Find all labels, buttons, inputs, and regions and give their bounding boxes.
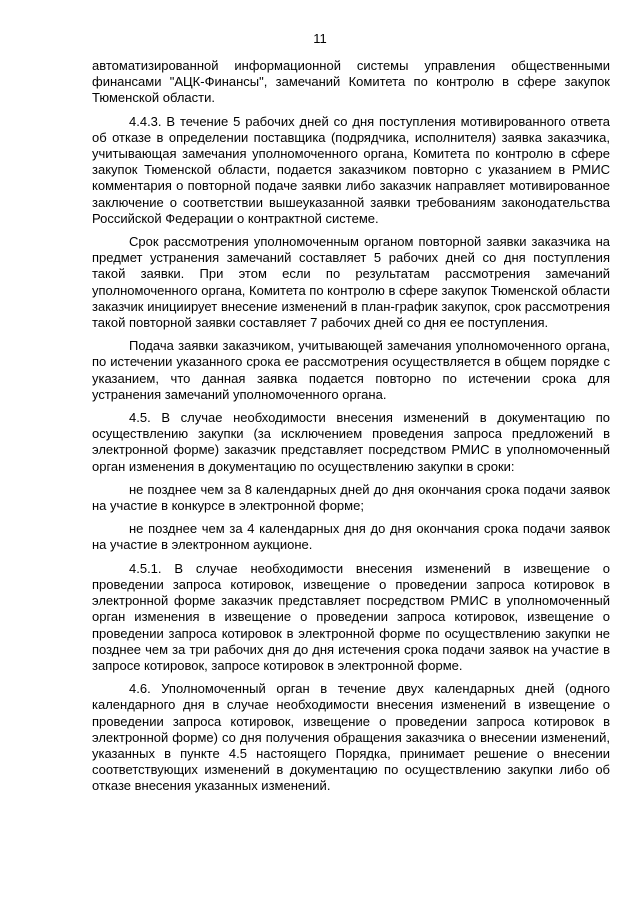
paragraph-4-4-3: 4.4.3. В течение 5 рабочих дней со дня поступления мотивированного ответа об отказе в определении поставщика (подрядчика, исполнителя) заявка заказчика, учитывающая замечания уполномоченного органа, Комитета по контролю в сфере закупок Тюменской области, подается заказчиком повторно с указанием в РМИС комментария о повторной подаче заявки либо заказчик направляет мотивированное заключение о соответствии вышеуказанной заявки требованиям законодательства Российской Федерации о контрактной системе. [92,113,610,226]
paragraph-continuation: автоматизированной информационной системы управления общественными финансами "АЦК-Финансы", замечаний Комитета по контролю в сфере закупок Тюменской области. [92,58,610,106]
paragraph-4-6: 4.6. Уполномоченный орган в течение двух календарных дней (одного календарного дня в случае необходимости внесения изменений в извещение о проведении запроса котировок, извещение о проведении запроса котировок в электронной форме) со дня получения обращения заказчика о внесении изменений, указанных в пункте 4.5 настоящего Порядка, принимает решение о внесении соответствующих изменений в документацию по осуществлению закупки либо об отказе внесения указанных изменений. [92,681,610,794]
paragraph-4-5: 4.5. В случае необходимости внесения изменений в документацию по осуществлению закупки (за исключением проведения запроса предложений в электронной форме) заказчик представляет посредством РМИС в уполномоченный орган изменения в документацию по осуществлению закупки в сроки: [92,410,610,474]
document-body [92,58,610,802]
paragraph-4-5-1: 4.5.1. В случае необходимости внесения изменений в извещение о проведении запроса котировок, извещение о проведении запроса котировок в электронной форме заказчик представляет посредством РМИС в уполномоченный орган изменения в извещение о проведении запроса котировок, извещение о проведении запроса котировок в электронной форме по осуществлению закупки не позднее чем за три рабочих дня до дня истечения срока подачи заявок на участие в запросе котировок, запросе котировок в электронной форме. [92,560,610,673]
paragraph-deadline-auction: не позднее чем за 4 календарных дня до дня окончания срока подачи заявок на участие в электронном аукционе. [92,521,610,553]
paragraph-review-period: Срок рассмотрения уполномоченным органом повторной заявки заказчика на предмет устранения замечаний составляет 5 рабочих дней со дня поступления такой заявки. При этом если по результатам рассмотрения замечаний уполномоченного органа, Комитета по контролю в сфере закупок Тюменской области заказчик инициирует внесение изменений в план-график закупок, срок рассмотрения такой повторной заявки составляет 7 рабочих дней со дня ее поступления. [92,234,610,331]
paragraph-deadline-contest: не позднее чем за 8 календарных дней до дня окончания срока подачи заявок на участие в конкурсе в электронной форме; [92,481,610,514]
page-number: 11 [313,31,327,46]
paragraph-resubmission: Подача заявки заказчиком, учитывающей замечания уполномоченного органа, по истечении указанного срока ее рассмотрения осуществляется в общем порядке с указанием, что данная заявка подается повторно по истечении срока для устранения замечаний уполномоченного органа. [92,338,610,402]
